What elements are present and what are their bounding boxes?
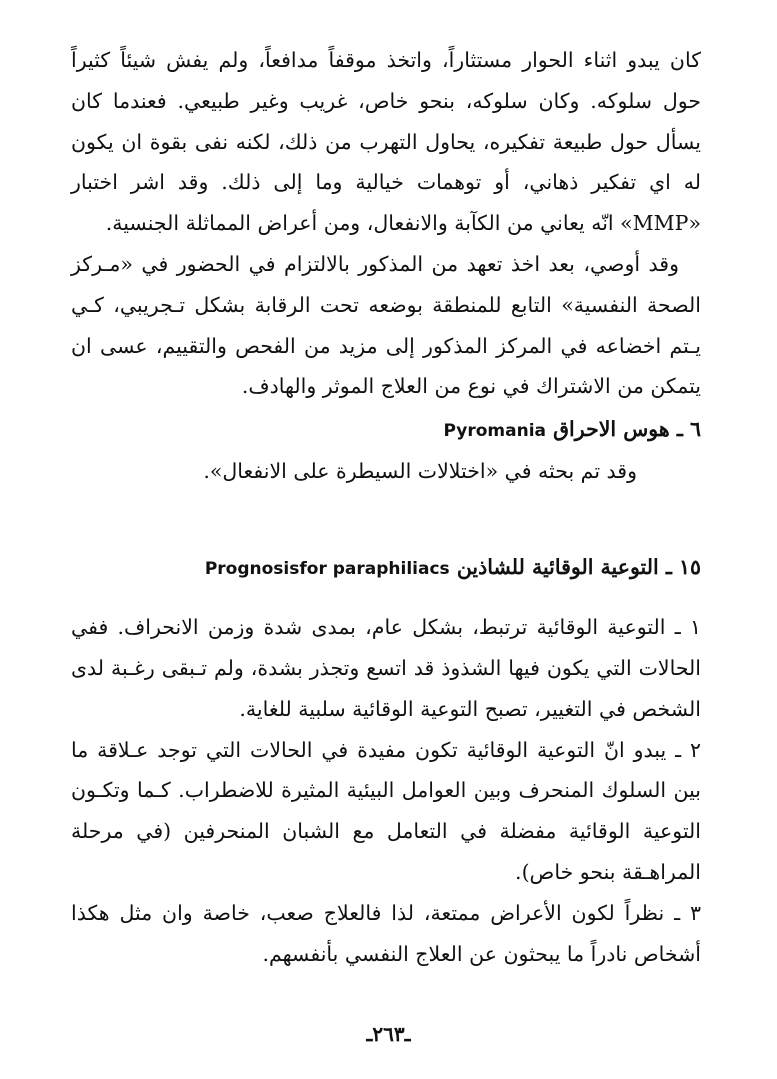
section-point-2: ٢ ـ يبدو انّ التوعية الوقائية تكون مفيدة في الحالات التي توجد عـلاقة ما بين السلوك المنحرف وبين العوامل البيئية المثيرة للاضطراب. كـما وتكـون التوعية الوقائية مفضلة في التعامل مع الشبان المنحرفين (في مرحلة المراهـقة بنحو خاص). [71,737,701,884]
subheading-note: وقد تم بحثه في «اختلالات السيطرة على الانفعال». [203,459,637,484]
paragraph-case-description: كان يبدو اثناء الحوار مستثاراً، واتخذ موقفاً مدافعاً، ولم يفش شيئاً كثيراً حول سلوكه. وكان سلوكه، بنحو خاص، غريب وغير طبيعي. فعندما كان يسأل حول طبيعة تفكيره، يحاول التهرب من ذلك، لكنه نفى بقوة ان يكون له اي تفكير ذهاني، أو توهمات خيالية وما إلى ذلك. وقد اشر اختبار «MMP» انّه يعاني من الكآبة والانفعال، ومن أعراض المماثلة الجنسية. [71,48,701,236]
section-gap [71,491,701,547]
section-heading-prognosis [71,547,701,589]
subheading-pyromania [71,409,701,451]
page-body [71,40,701,974]
section-point-3: ٣ ـ نظراً لكون الأعراض ممتعة، لذا فالعلاج صعب، خاصة وان مثل هكذا أشخاص نادراً ما يبحثون عن العلاج النفسي بأنفسهم. [71,900,701,966]
section-point-1: ١ ـ التوعية الوقائية ترتبط، بشكل عام، بمدى شدة وزمن الانحراف. ففي الحالات التي يكون فيها الشذوذ قد اتسع وتجذر بشدة، ولم تـبقى رغـبة لدى الشخص في التغيير، تصبح التوعية الوقائية سلبية للغاية. [71,615,701,721]
section-heading-arabic: ١٥ ـ التوعية الوقائية للشاذين [456,555,701,580]
paragraph-recommendation: وقد أوصي، بعد اخذ تعهد من المذكور بالالتزام في الحضور في «مـركز الصحة النفسية» التابع للمنطقة بوضعه تحت الرقابة بشكل تـجريبي، كـي يـتم اخضاعه في المركز المذكور إلى مزيد من الفحص والتقييم، عسى ان يتمكن من الاشتراك في نوع من العلاج الموثر والهادف. [71,251,701,399]
section-heading-latin: Prognosisfor paraphiliacs [204,559,450,580]
subheading-latin: Pyromania [443,421,547,442]
page-number: ـ٢٦٣ـ [366,1022,411,1046]
subheading-arabic: ٦ ـ هوس الاحراق [553,417,701,442]
